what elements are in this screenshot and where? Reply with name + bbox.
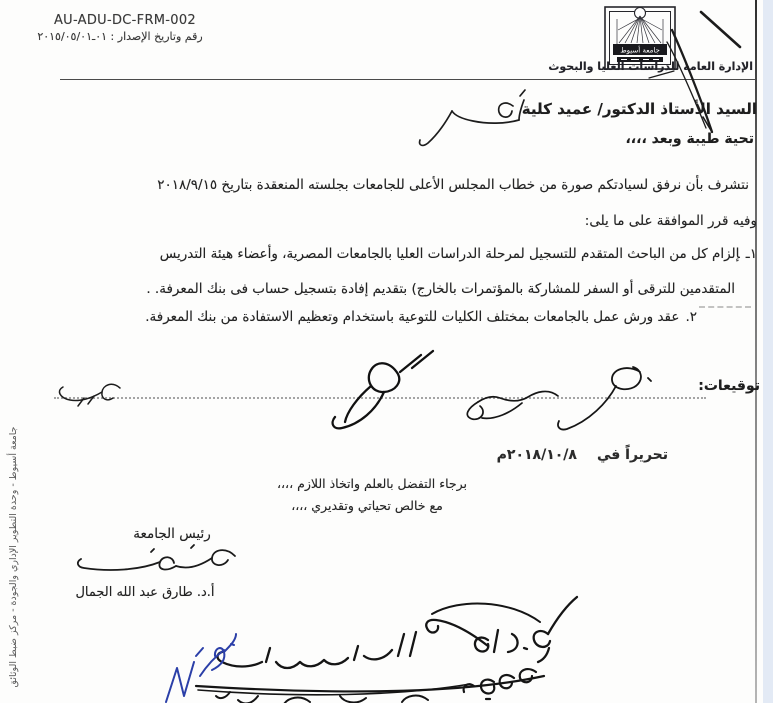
signature-scribble-2 — [467, 391, 558, 419]
handwritten-college-name — [420, 90, 525, 145]
form-issue-line: رقم وتاريخ الإصدار : ٠١ـ٢٠١٥/٠٥/٠١ — [37, 30, 203, 43]
bottom-cutoff-handwriting — [216, 692, 428, 703]
date-value: ٢٠١٨/١٠/٨م — [496, 447, 577, 463]
signatures-label: توقيعات: — [698, 378, 760, 394]
department-title: الإدارة العامة للدراسات العليا والبحوث — [548, 60, 753, 73]
emblem-rays — [617, 16, 663, 44]
signer-name: أ.د. طارق عبد الله الجمال — [75, 585, 215, 600]
side-stamp: جامعة أسيوط - وحدة التطوير الإداري والجودة - مركز ضبط الوثائق — [8, 426, 19, 688]
signature-scribble-3 — [333, 351, 433, 428]
body-decision-lead: وفيه قرر الموافقة على ما يلى: — [584, 213, 757, 229]
header-divider — [60, 79, 756, 80]
body-intro: نتشرف بأن نرفق لسيادتكم صورة من خطاب المجلس الأعلى للجامعات بجلسته المنعقدة بتاريخ ٢٠١٨/٩/١٥ — [157, 177, 749, 193]
list-item-1-line-2: المتقدمين للترقى أو السفر للمشاركة بالمؤتمرات بالخارج) بتقديم إفادة بتسجيل حساب فى بنك المعرفة. . — [146, 281, 735, 297]
scan-edge-strip — [763, 0, 773, 703]
recipient-salutation: السيد الأستاذ الدكتور/ عميد كلية — [521, 100, 757, 118]
item-text: إلزام كل من الباحث المتقدم للتسجيل لمرحلة الدراسات العليا بالجامعات المصرية، وأعضاء هيئة التدريس — [159, 246, 740, 262]
item-number: ٢. — [685, 309, 697, 325]
signatures-dotted-line — [54, 397, 706, 399]
margin-dash-mark — [699, 306, 751, 308]
directive-handwritten-note — [196, 669, 544, 699]
president-signature-scribble — [78, 545, 235, 570]
request-line-1: برجاء التفضل بالعلم واتخاذ اللازم ،،،، — [276, 476, 467, 491]
vice-dean-handwritten-note — [218, 597, 578, 668]
form-code: AU-ADU-DC-FRM-002 — [53, 13, 197, 28]
list-item-2 — [145, 309, 697, 325]
date-line — [497, 447, 668, 463]
blue-ink-note — [166, 634, 236, 702]
item-text: عقد ورش عمل بالجامعات بمختلف الكليات للتوعية باستخدام وتعظيم الاستفادة من بنك المعرفة. — [145, 309, 680, 325]
emblem-title-text: جامعة أسيوط — [620, 46, 660, 55]
date-label: تحريراً في — [596, 447, 668, 463]
item-number: ١ـ — [745, 246, 757, 262]
list-item-1-line-1 — [160, 246, 757, 262]
signature-scribble-4 — [59, 384, 120, 406]
recipient-greeting: تحية طيبة وبعد ،،،، — [625, 131, 754, 147]
signer-title: رئيس الجامعة — [133, 526, 211, 542]
request-line-2: مع خالص تحياتي وتقديري ،،،، — [291, 498, 443, 513]
